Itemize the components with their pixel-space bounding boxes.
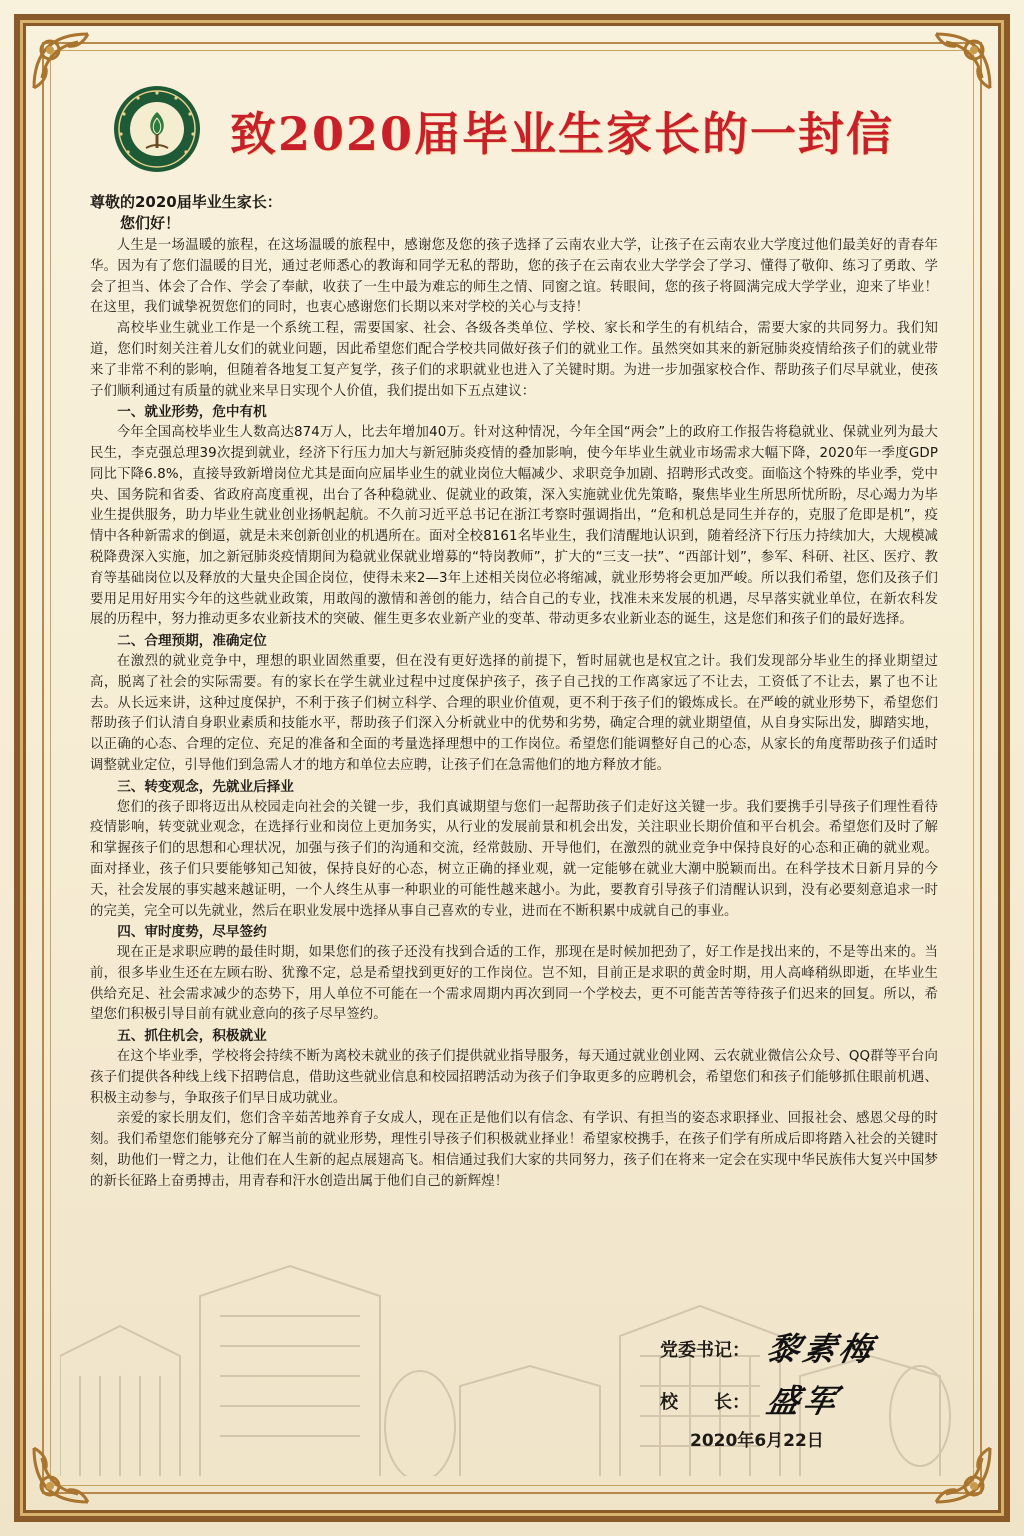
section-text-1: 今年全国高校毕业生人数高达874万人，比去年增加40万。针对这种情况，今年全国“两会”上的政府工作报告将稳就业、保就业列为最大民生，李克强总理39次提到就业，经济下行压力加大与新冠肺炎疫情的叠加影响，使今年毕业生就业市场需求大幅下降，2020年一季度GDP同比下降6.8%，直接导致新增岗位尤其是面向应届毕业生的就业岗位大幅减少、求职竞争加剧、招聘形式改变。面临这个特殊的毕业季，党中央、国务院和省委、省政府高度重视，出台了各种稳就业、促就业的政策，深入实施就业优先策略，聚焦毕业生所思所忧所盼，尽心竭力为毕业生提供服务，助力毕业生就业创业扬帆起航。不久前习近平总书记在浙江考察时强调指出，“危和机总是同生并存的，克服了危即是机”，疫情中各种新需求的倒逼，就是未来创新创业的机遇所在。面对全校8161名毕业生，我们清醒地认识到，随着经济下行压力持续加大，大规模减税降费深入实施，加之新冠肺炎疫情期间为稳就业保就业增募的“特岗教师”，扩大的“三支一扶”、“西部计划”，参军、科研、社区、医疗、教育等基础岗位以及释放的大量央企国企岗位，使得未来2—3年上述相关岗位必将缩减，就业形势将会更加严峻。所以我们希望，您们及孩子们要用足用好用实今年的这些就业政策，用敢闯的激情和善创的能力，结合自己的专业，找准未来发展的机遇，尽早落实就业单位，在新农科发展的历程中，努力推动更多农业新技术的突破、催生更多农业新产业的变革、带动更多农业新业态的诞生，这是您们和孩子们的最好选择。 [90,425,938,628]
section-heading-3: 三、转变观念，先就业后择业 [117,778,294,795]
corner-ornament-icon [28,1418,118,1508]
page-title: 致2020届毕业生家长的一封信 [230,107,895,161]
section-text-4: 现在正是求职应聘的最佳时期，如果您们的孩子还没有找到合适的工作，那现在是时候加把劲了，好工作是找出来的，不是等出来的。当前，很多毕业生还在左顾右盼、犹豫不定，总是希望找到更好的工作岗位。岂不知，目前正是求职的黄金时期，用人高峰稍纵即逝，在毕业生供给充足、社会需求减少的态势下，用人单位不可能在一个需求周期内再次到同一个学校去，更不可能苦苦等待孩子们迟来的回复。所以，希望您们积极引导目前有就业意向的孩子尽早签约。 [90,945,938,1023]
secretary-label: 党委书记： [660,1340,750,1361]
president-signature: 盛军 [763,1382,844,1420]
paragraph-closing: 亲爱的家长朋友们，您们含辛茹苦地养育子女成人，现在正是他们以有信念、有学识、有担当的姿态求职择业、回报社会、感恩父母的时刻。我们希望您们能够充分了解当前的就业形势，理性引导孩子们积极就业择业！希望家校携手，在孩子们学有所成后即将踏入社会的关键时刻，助他们一臂之力，让他们在人生新的起点展翅高飞。相信通过我们大家的共同努力，孩子们在将来一定会在实现中华民族伟大复兴中国梦的新长征路上奋勇搏击，用青春和汗水创造出属于他们自己的新辉煌！ [90,1111,938,1189]
president-signature-row [650,1374,910,1426]
paragraph-intro-2: 高校毕业生就业工作是一个系统工程，需要国家、社会、各级各类单位、学校、家长和学生的有机结合，需要大家的共同努力。我们知道，您们时刻关注着儿女们的就业问题，因此希望您们配合学校共同做好孩子们的就业工作。虽然突如其来的新冠肺炎疫情给孩子们的就业带来了非常不利的影响，但随着各地复工复产复学，孩子们的求职就业也进入了关键时期。为进一步加强家校合作、帮助孩子们尽早就业，使孩子们顺利通过有质量的就业来早日实现个人价值，我们提出如下五点建议： [90,321,938,399]
corner-ornament-icon [906,1418,996,1508]
signature-block [650,1322,910,1451]
section-text-5: 在这个毕业季，学校将会持续不断为离校未就业的孩子们提供就业指导服务，每天通过就业创业网、云农就业微信公众号、QQ群等平台向孩子们提供各种线上线下招聘信息，借助这些就业信息和校园招聘活动为孩子们争取更多的应聘机会，希望您们和孩子们能够抓住眼前机遇、积极主动参与，争取孩子们早日成功就业。 [90,1049,938,1106]
section-heading-4: 四、审时度势，尽早签约 [117,924,267,941]
secretary-signature: 黎素梅 [763,1330,880,1368]
section-heading-5: 五、抓住机会，积极就业 [117,1028,267,1045]
university-emblem-icon [112,84,202,174]
president-label: 校 长： [660,1392,750,1413]
section-text-2: 在激烈的就业竞争中，理想的职业固然重要，但在没有更好选择的前提下，暂时屈就也是权宜之计。我们发现部分毕业生的择业期望过高，脱离了社会的实际需要。有的家长在学生就业过程中过度保护孩子，孩子自己找的工作离家远了不让去，工资低了不让去，累了也不让去。从长远来讲，这种过度保护，不利于孩子们树立科学、合理的职业价值观，更不利于孩子们的锻炼成长。在严峻的就业形势下，希望您们帮助孩子们认清自身职业素质和技能水平，帮助孩子们深入分析就业中的优势和劣势，确定合理的就业期望值，从自身实际出发，脚踏实地，以正确的心态、合理的定位、充足的准备和全面的考量选择理想中的工作岗位。希望您们能调整好自己的心态，从家长的角度帮助孩子们适时调整就业定位，引导他们到急需人才的地方和单位去应聘，让孩子们在急需他们的地方释放才能。 [90,653,938,773]
paragraph-intro-1: 人生是一场温暖的旅程，在这场温暖的旅程中，感谢您及您的孩子选择了云南农业大学，让孩子在云南农业大学度过他们最美好的青春年华。因为有了您们温暖的目光，通过老师悉心的教诲和同学无私的帮助，您的孩子在云南农业大学学会了学习、懂得了敬仰、练习了勇敢、学会了担当、体会了合作、学会了奉献，收获了一生中最为难忘的师生之情、同窗之谊。转眼间，您的孩子将圆满完成大学学业，迎来了毕业！在这里，我们诚挚祝贺您们的同时，也衷心感谢您们长期以来对学校的关心与支持！ [90,238,938,316]
section-heading-2: 二、合理预期，准确定位 [117,633,267,650]
letter-date: 2020年6月22日 [690,1431,824,1451]
greeting: 您们好！ [120,214,181,232]
salutation: 尊敬的2020届毕业生家长： [90,193,282,211]
secretary-signature-row [650,1322,910,1374]
letter-body [90,192,938,1193]
corner-ornament-icon [28,28,118,118]
section-text-3: 您们的孩子即将迈出从校园走向社会的关键一步，我们真诚期望与您们一起帮助孩子们走好这关键一步。我们要携手引导孩子们理性看待疫情影响，转变就业观念，在选择行业和岗位上更加务实，从行业的发展前景和机会出发，关注职业长期价值和平台机会。希望您们及时了解和掌握孩子们的思想和心理状况，加强与孩子们的沟通和交流，经常鼓励、开导他们，在激烈的就业竞争中保持良好的心态和正确的就业观。面对择业，孩子们只要能够知己知彼，保持良好的心态，树立正确的择业观，就一定能够在就业大潮中脱颖而出。在科学技术日新月异的今天，社会发展的事实越来越证明，一个人终生从事一种职业的可能性越来越小。为此，要教育引导孩子们清醒认识到，没有必要刻意追求一时的完美，完全可以先就业，然后在职业发展中选择从事自己喜欢的专业，进而在不断积累中成就自己的事业。 [90,799,938,919]
section-heading-1: 一、就业形势，危中有机 [117,404,267,421]
